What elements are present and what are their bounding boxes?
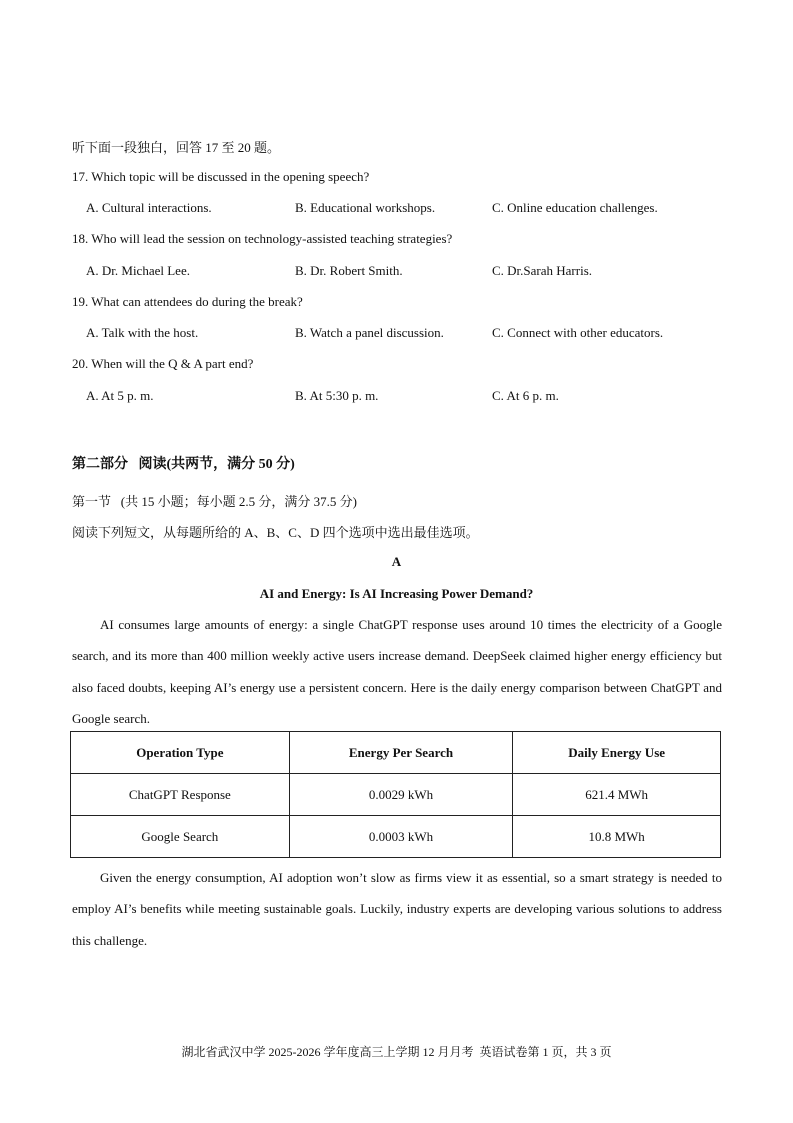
question-17: 17. Which topic will be discussed in the opening speech?	[72, 169, 370, 184]
paragraph-2	[72, 862, 722, 956]
listening-intro: 听下面一段独白，回答 17 至 20 题。	[72, 140, 281, 155]
energy-table	[70, 731, 721, 858]
q19-option-b: B. Watch a panel discussion.	[295, 325, 444, 340]
reading-instruction: 阅读下列短文，从每题所给的 A、B、C、D 四个选项中选出最佳选项。	[72, 525, 479, 540]
page-footer: 湖北省武汉中学 2025-2026 学年度高三上学期 12 月月考 英语试卷第 1 页，共 3 页	[181, 1045, 612, 1059]
table-header: Energy Per Search	[289, 732, 513, 774]
table-cell: 621.4 MWh	[513, 774, 721, 816]
paragraph-1-text: AI consumes large amounts of energy: a single ChatGPT response uses around 10 times the electricity of a Google search, and its more than 400 million weekly active users increase demand. DeepSeek claimed higher energy efficiency but also faced doubts, keeping AI’s energy use a persistent concern. Here is the daily energy comparison between ChatGPT and Google search.	[72, 617, 722, 726]
question-19: 19. What can attendees do during the break?	[72, 294, 303, 309]
paragraph-1	[72, 609, 722, 734]
question-18: 18. Who will lead the session on technology-assisted teaching strategies?	[72, 231, 453, 246]
passage-letter: A	[391, 554, 402, 569]
table-cell: ChatGPT Response	[71, 774, 290, 816]
table-cell: 10.8 MWh	[513, 816, 721, 858]
q19-option-c: C. Connect with other educators.	[492, 325, 664, 340]
q18-option-c: C. Dr.Sarah Harris.	[492, 263, 593, 278]
table-header: Operation Type	[71, 732, 290, 774]
q17-option-a: A. Cultural interactions.	[86, 200, 212, 215]
q20-option-b: B. At 5:30 p. m.	[295, 388, 379, 403]
paragraph-2-text: Given the energy consumption, AI adoption won’t slow as firms view it as essential, so a smart strategy is needed to employ AI’s benefits while meeting sustainable goals. Luckily, industry experts are developing various solutions to address this challenge.	[72, 870, 722, 948]
section1-title: 第一节 (共 15 小题；每小题 2.5 分，满分 37.5 分)	[72, 494, 357, 509]
q17-option-b: B. Educational workshops.	[295, 200, 436, 215]
q17-option-c: C. Online education challenges.	[492, 200, 658, 215]
part2-title: 第二部分 阅读(共两节，满分 50 分)	[72, 457, 295, 472]
table-header-row	[71, 732, 721, 774]
table-cell: Google Search	[71, 816, 290, 858]
table-cell: 0.0029 kWh	[289, 774, 513, 816]
table-row	[71, 816, 721, 858]
q20-option-c: C. At 6 p. m.	[492, 388, 559, 403]
q18-option-a: A. Dr. Michael Lee.	[86, 263, 190, 278]
table-header: Daily Energy Use	[513, 732, 721, 774]
q20-option-a: A. At 5 p. m.	[86, 388, 154, 403]
passage-title: AI and Energy: Is AI Increasing Power Demand?	[259, 586, 534, 601]
table-row	[71, 774, 721, 816]
q19-option-a: A. Talk with the host.	[86, 325, 199, 340]
q18-option-b: B. Dr. Robert Smith.	[295, 263, 403, 278]
question-20: 20. When will the Q & A part end?	[72, 356, 254, 371]
table-cell: 0.0003 kWh	[289, 816, 513, 858]
